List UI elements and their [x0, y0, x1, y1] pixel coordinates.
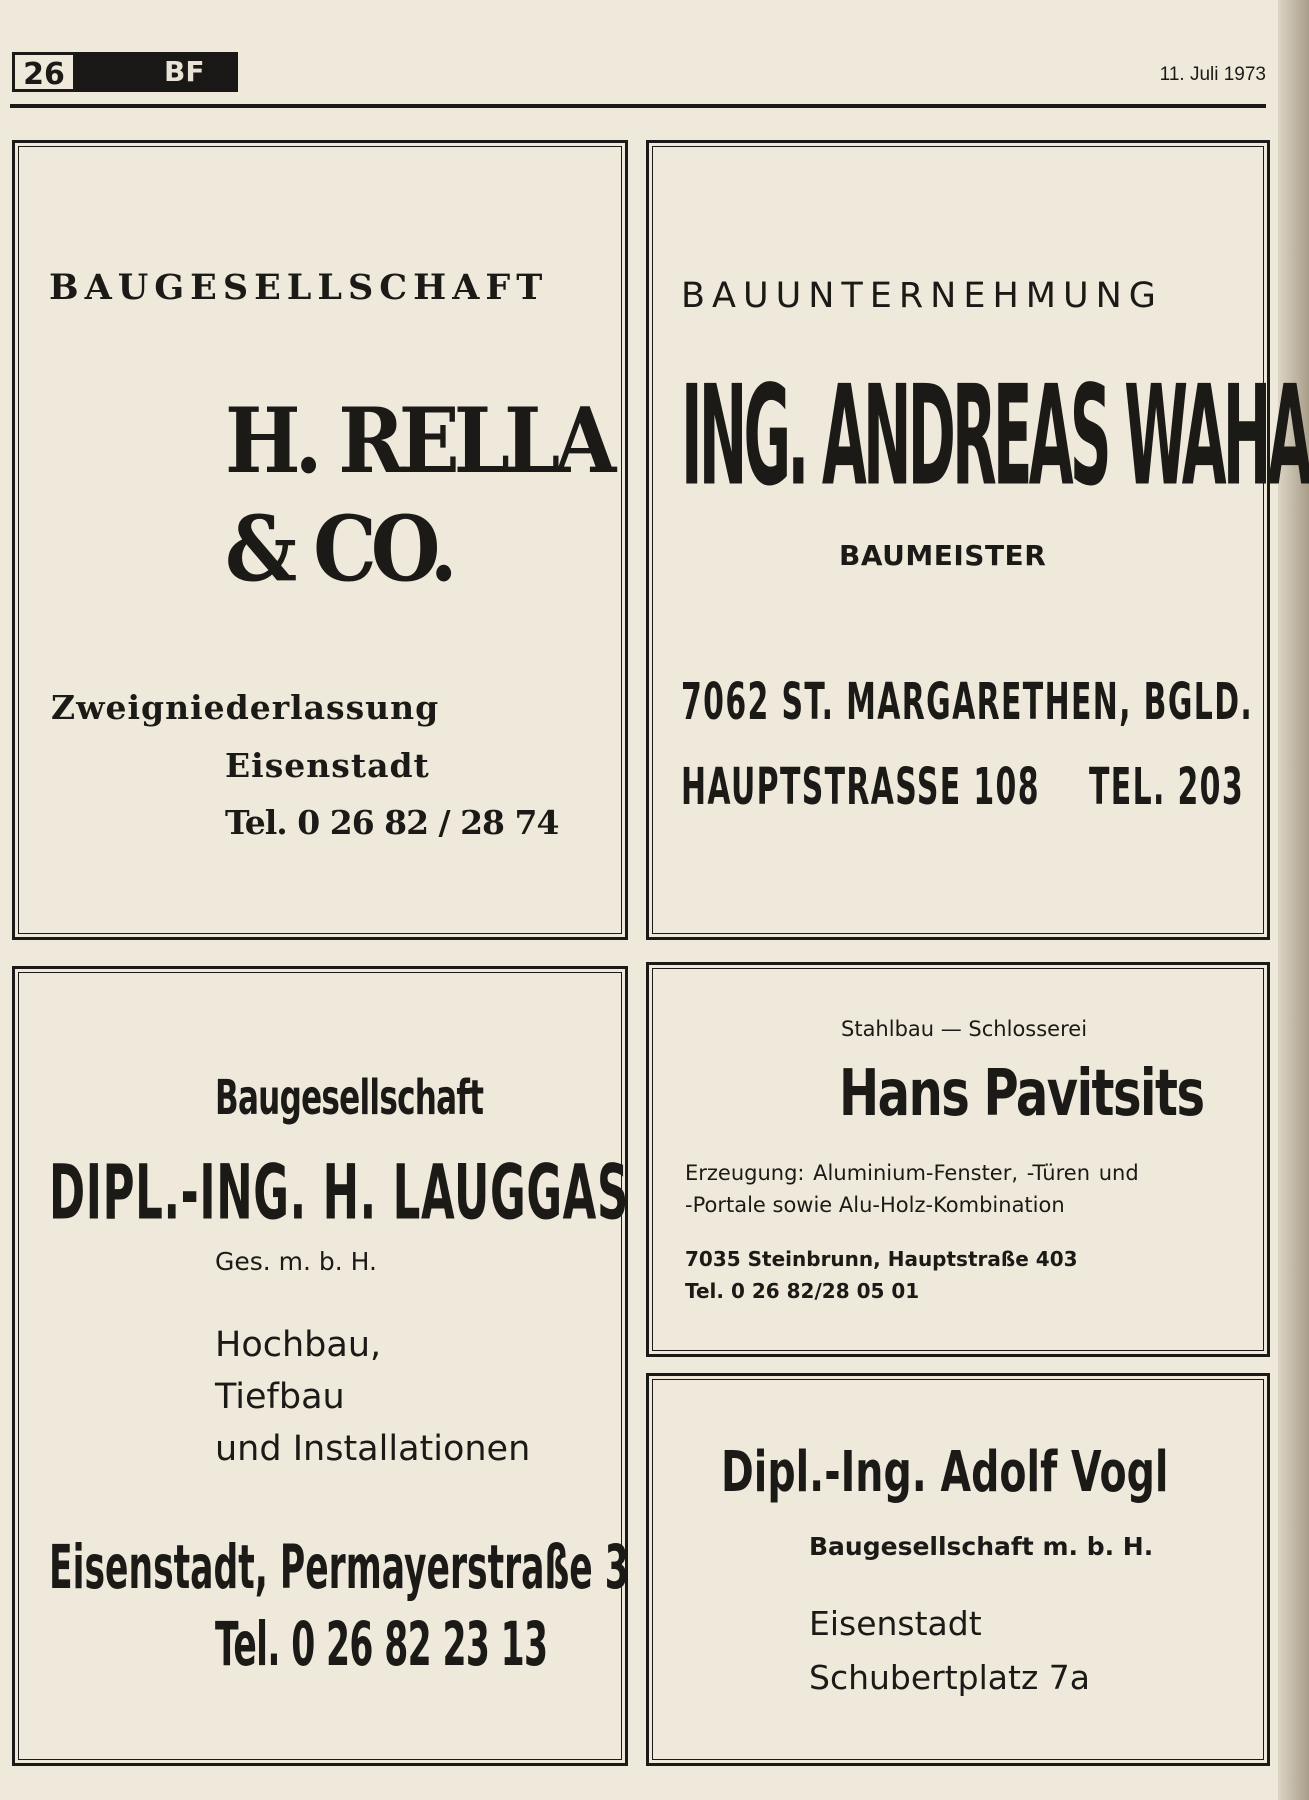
ad-lauggas [12, 966, 628, 1766]
ad-pavitsits-address: 7035 Steinbrunn, Hauptstraße 403 [685, 1247, 1078, 1271]
ad-lauggas-service-1: Hochbau, [215, 1325, 382, 1365]
ad-rella-branch: Zweigniederlassung [51, 688, 440, 727]
ad-rella-city: Eisenstadt [225, 746, 430, 785]
page-header [10, 50, 1266, 102]
ad-vogl-street: Schubertplatz 7a [809, 1658, 1090, 1697]
ad-waha [646, 140, 1309, 940]
ad-waha-phone: TEL. 203 [1089, 758, 1245, 817]
ad-lauggas-name: DIPL.-ING. H. LAUGGAS [49, 1149, 629, 1238]
ad-lauggas-legal-form: Ges. m. b. H. [215, 1247, 377, 1276]
ad-pavitsits [646, 962, 1270, 1357]
ad-lauggas-address: Eisenstadt, Permayerstraße 3 [49, 1532, 629, 1603]
ad-pavitsits-kicker: Stahlbau — Schlosserei [841, 1017, 1088, 1041]
ad-waha-title: BAUMEISTER [839, 539, 1047, 572]
ad-lauggas-kicker: Baugesellschaft [215, 1069, 484, 1126]
ad-vogl-city: Eisenstadt [809, 1604, 982, 1643]
ad-waha-address-street: HAUPTSTRASSE 108 [681, 758, 1040, 817]
ad-waha-address-city: 7062 ST. MARGARETHEN, BGLD. [681, 673, 1254, 732]
page-number: 26 [12, 52, 76, 92]
ad-waha-name: ING. ANDREAS WAHA [681, 356, 1309, 517]
page-edge [1278, 0, 1309, 1800]
ad-lauggas-phone: Tel. 0 26 82 23 13 [215, 1609, 548, 1680]
ad-lauggas-service-3: und Installationen [215, 1429, 531, 1469]
ad-pavitsits-phone: Tel. 0 26 82/28 05 01 [685, 1279, 920, 1303]
ad-rella-name-line1: H. RELLA [225, 388, 611, 494]
ad-lauggas-service-2: Tiefbau [215, 1377, 345, 1417]
ad-rella [12, 140, 628, 940]
ad-rella-kicker: BAUGESELLSCHAFT [49, 267, 549, 308]
ad-vogl [646, 1373, 1270, 1766]
header-rule [10, 104, 1266, 108]
ad-waha-kicker: BAUUNTERNEHMUNG [681, 276, 1163, 316]
ad-pavitsits-products-1: Erzeugung: Aluminium-Fenster, -Türen und [685, 1161, 1139, 1185]
ad-vogl-name: Dipl.-Ing. Adolf Vogl [721, 1440, 1169, 1505]
issue-date: 11. Juli 1973 [1159, 64, 1266, 85]
ad-pavitsits-products-2: -Portale sowie Alu-Holz-Kombination [685, 1193, 1065, 1217]
ad-rella-name-line2: & CO. [225, 496, 452, 602]
ad-pavitsits-name: Hans Pavitsits [839, 1057, 1204, 1131]
ad-rella-phone: Tel. 0 26 82 / 28 74 [225, 803, 559, 842]
section-label: BF [76, 52, 238, 92]
ad-vogl-company: Baugesellschaft m. b. H. [809, 1532, 1154, 1561]
